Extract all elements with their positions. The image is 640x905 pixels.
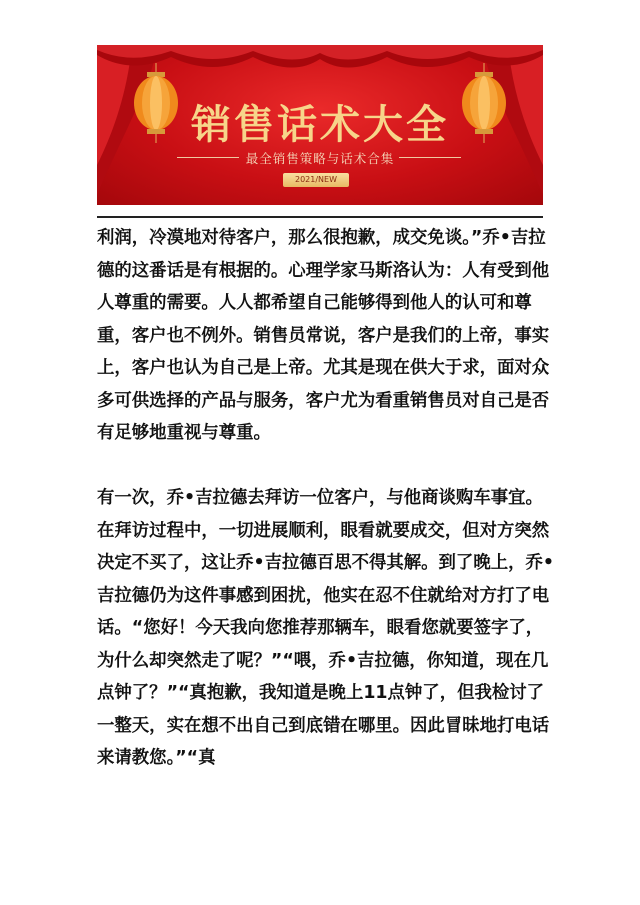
paragraph-1: 利润，冷漠地对待客户，那么很抱歉，成交免谈。”乔•吉拉德的这番话是有根据的。心理学家马斯洛认为：人有受到他人尊重的需要。人人都希望自己能够得到他人的认可和尊重，客户也不例外。销售员常说，客户是我们的上帝，事实上，客户也认为自己是上帝。尤其是现在供大于求，面对众多可供选择的产品与服务，客户尤为看重销售员对自己是否有足够地重视与尊重。: [97, 228, 550, 443]
article-body: [97, 222, 557, 775]
subtitle-rule-right: [399, 157, 461, 158]
year-badge: 2021/NEW: [283, 173, 349, 187]
header-divider: [97, 216, 543, 218]
banner-title: 销售话术大全: [191, 102, 449, 148]
header-banner: [97, 45, 543, 205]
banner-subtitle: 最全销售策略与话术合集: [245, 151, 395, 166]
paragraph-2: 有一次，乔•吉拉德去拜访一位客户，与他商谈购车事宜。在拜访过程中，一切进展顺利，眼看就要成交，但对方突然决定不买了，这让乔•吉拉德百思不得其解。到了晚上，乔•吉拉德仍为这件事感到困扰，他实在忍不住就给对方打了电话。“您好！今天我向您推荐那辆车，眼看您就要签字了，为什么却突然走了呢？”“喂，乔•吉拉德，你知道，现在几点钟了？”“真抱歉，我知道是晚上11点钟了，但我检讨了一整天，实在想不出自己到底错在哪里。因此冒昧地打电话来请教您。”“真: [97, 488, 554, 768]
